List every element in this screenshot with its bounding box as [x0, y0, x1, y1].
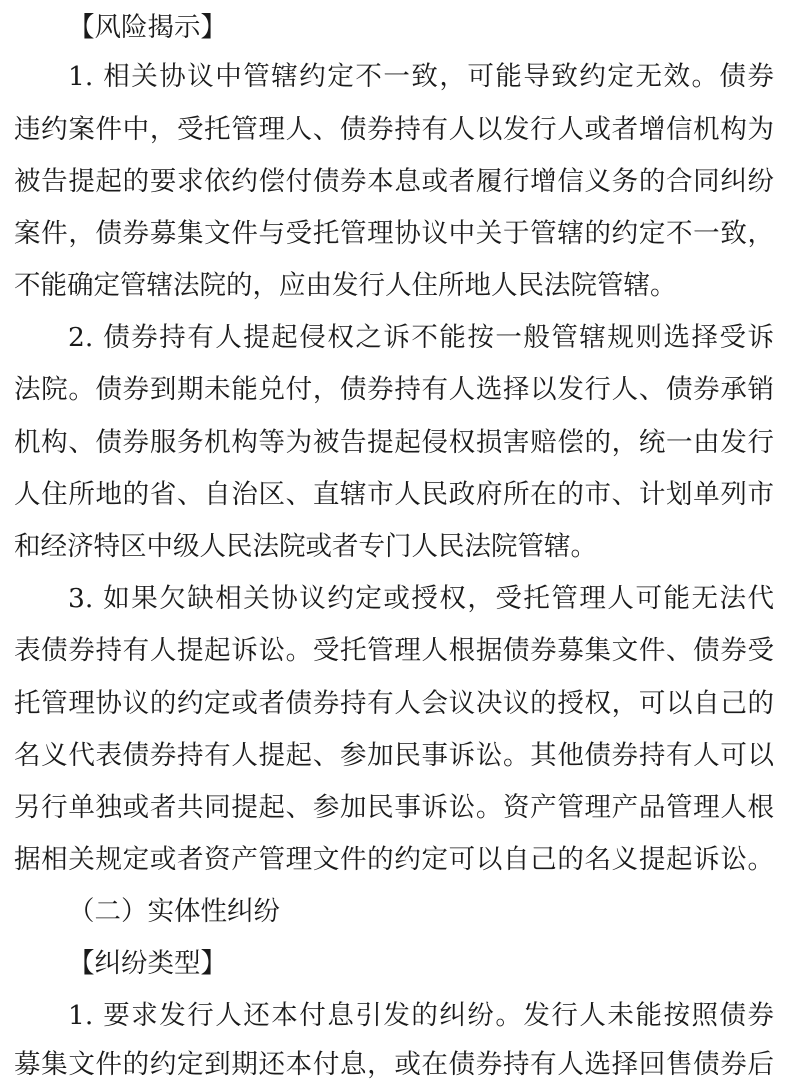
paragraph-1-line: 不能确定管辖法院的，应由发行人住所地人民法院管辖。: [14, 270, 677, 301]
paragraph-3-line: 另行单独或者共同提起、参加民事诉讼。资产管理产品管理人根: [14, 792, 774, 823]
paragraph-2-line: 人住所地的省、自治区、直辖市人民政府所在的市、计划单列市: [14, 479, 774, 510]
paragraph-3-line: 托管理协议的约定或者债券持有人会议决议的授权，可以自己的: [14, 688, 774, 719]
section-heading: （二）实体性纠纷: [68, 896, 280, 927]
paragraph-3-line: 3. 如果欠缺相关协议约定或授权，受托管理人可能无法代: [68, 583, 774, 614]
paragraph-2-line: 和经济特区中级人民法院或者专门人民法院管辖。: [14, 531, 597, 562]
dispute-type-heading: 【纠纷类型】: [68, 948, 227, 979]
paragraph-2-line: 法院。债券到期未能兑付，债券持有人选择以发行人、债券承销: [14, 374, 774, 405]
paragraph-2-line: 机构、债券服务机构等为被告提起侵权损害赔偿的，统一由发行: [14, 427, 774, 458]
paragraph-2-line: 2. 债券持有人提起侵权之诉不能按一般管辖规则选择受诉: [68, 322, 774, 353]
paragraph-3-line: 名义代表债券持有人提起、参加民事诉讼。其他债券持有人可以: [14, 740, 774, 771]
paragraph-4-line: 1. 要求发行人还本付息引发的纠纷。发行人未能按照债券: [68, 1000, 774, 1031]
paragraph-1-line: 违约案件中，受托管理人、债券持有人以发行人或者增信机构为: [14, 114, 774, 145]
paragraph-3-line: 据相关规定或者资产管理文件的约定可以自己的名义提起诉讼。: [14, 844, 774, 875]
risk-disclosure-heading: 【风险揭示】: [68, 12, 227, 43]
paragraph-4-line: 募集文件的约定到期还本付息，或在债券持有人选择回售债券后: [14, 1049, 774, 1080]
paragraph-1-line: 案件，债券募集文件与受托管理协议中关于管辖的约定不一致，: [14, 218, 774, 249]
paragraph-3-line: 表债券持有人提起诉讼。受托管理人根据债券募集文件、债券受: [14, 635, 774, 666]
paragraph-1-line: 被告提起的要求依约偿付债券本息或者履行增信义务的合同纠纷: [14, 166, 774, 197]
paragraph-1-line: 1. 相关协议中管辖约定不一致，可能导致约定无效。债券: [68, 61, 774, 92]
